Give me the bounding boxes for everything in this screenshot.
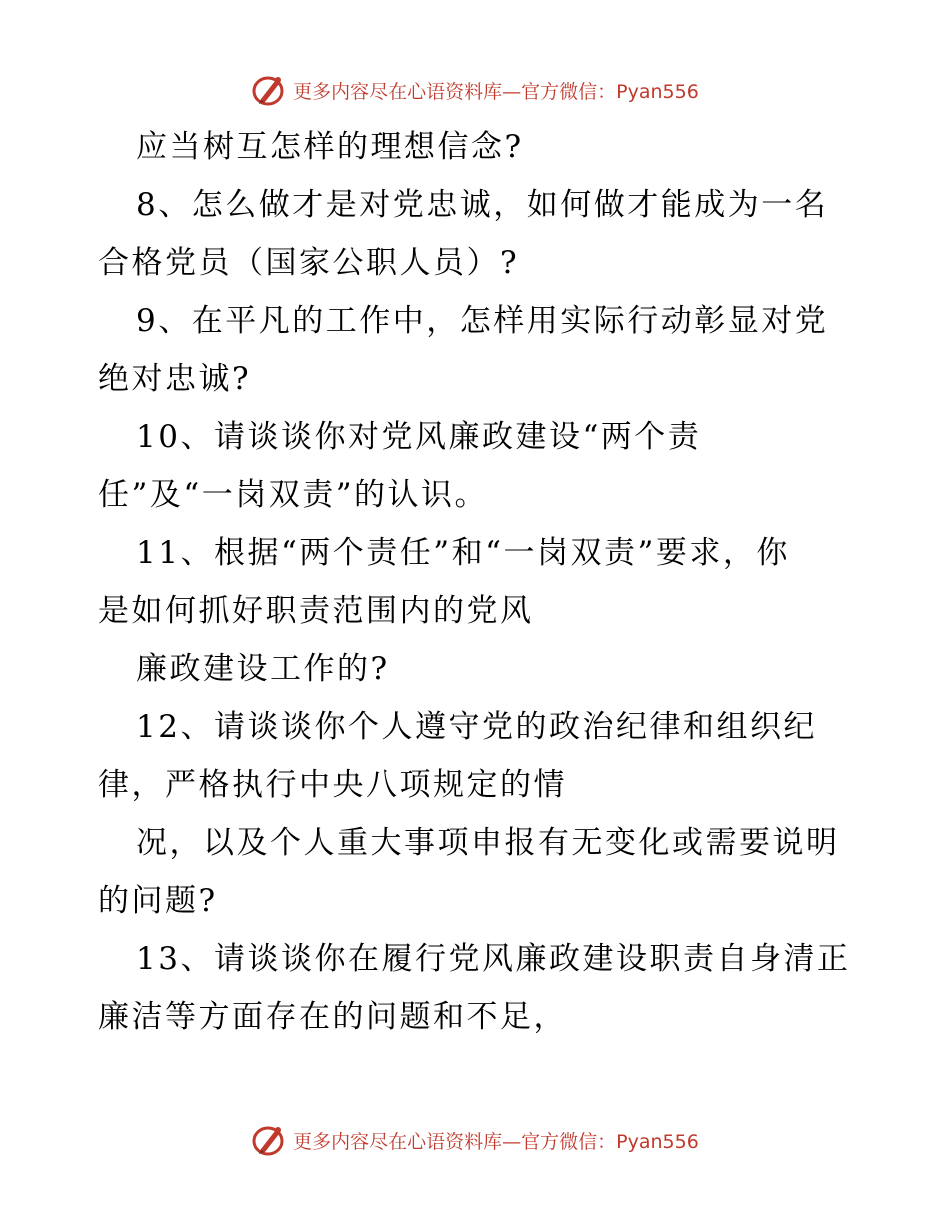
text-line: 8、怎么做才是对党忠诚，如何做才能成为一名: [136, 187, 829, 223]
text-line: 9、在平凡的工作中，怎样用实际行动彰显对党: [136, 303, 829, 339]
text-line: 廉政建设工作的?: [136, 651, 390, 687]
watermark-content: [251, 1123, 699, 1157]
text-line: 11、根据“两个责任”和“一岗双责”要求，你: [136, 535, 790, 571]
text-line: 13、请谈谈你在履行党风廉政建设职责自身清正: [136, 941, 851, 977]
wechat-id: Pyan556: [616, 80, 699, 103]
text-line: 绝对忠诚?: [98, 361, 252, 397]
text-line: 应当树互怎样的理想信念?: [136, 129, 524, 165]
text-line: 合格党员（国家公职人员）?: [98, 245, 520, 281]
pen-logo-icon: [251, 1123, 287, 1157]
watermark-banner-bottom: [0, 1120, 950, 1160]
watermark-text: 更多内容尽在心语资料库—官方微信：Pyan556: [293, 1130, 699, 1153]
pen-logo-icon: [251, 73, 287, 107]
text-line: 任”及“一岗双责”的认识。: [98, 477, 489, 513]
document-body: [98, 118, 858, 1046]
text-line: 12、请谈谈你个人遵守党的政治纪律和组织纪: [136, 709, 817, 745]
text-line: 的问题?: [98, 883, 218, 919]
text-line: 是如何抓好职责范围内的党风: [98, 593, 534, 629]
text-line: 廉洁等方面存在的问题和不足，: [98, 999, 567, 1035]
text-line: 况，以及个人重大事项申报有无变化或需要说明: [136, 825, 840, 861]
watermark-banner-top: [0, 70, 950, 110]
text-line: 10、请谈谈你对党风廉政建设“两个责: [136, 419, 702, 455]
watermark-content: [251, 73, 699, 107]
wechat-id: Pyan556: [616, 1130, 699, 1153]
watermark-text: 更多内容尽在心语资料库—官方微信：Pyan556: [293, 80, 699, 103]
text-line: 律，严格执行中央八项规定的情: [98, 767, 567, 803]
